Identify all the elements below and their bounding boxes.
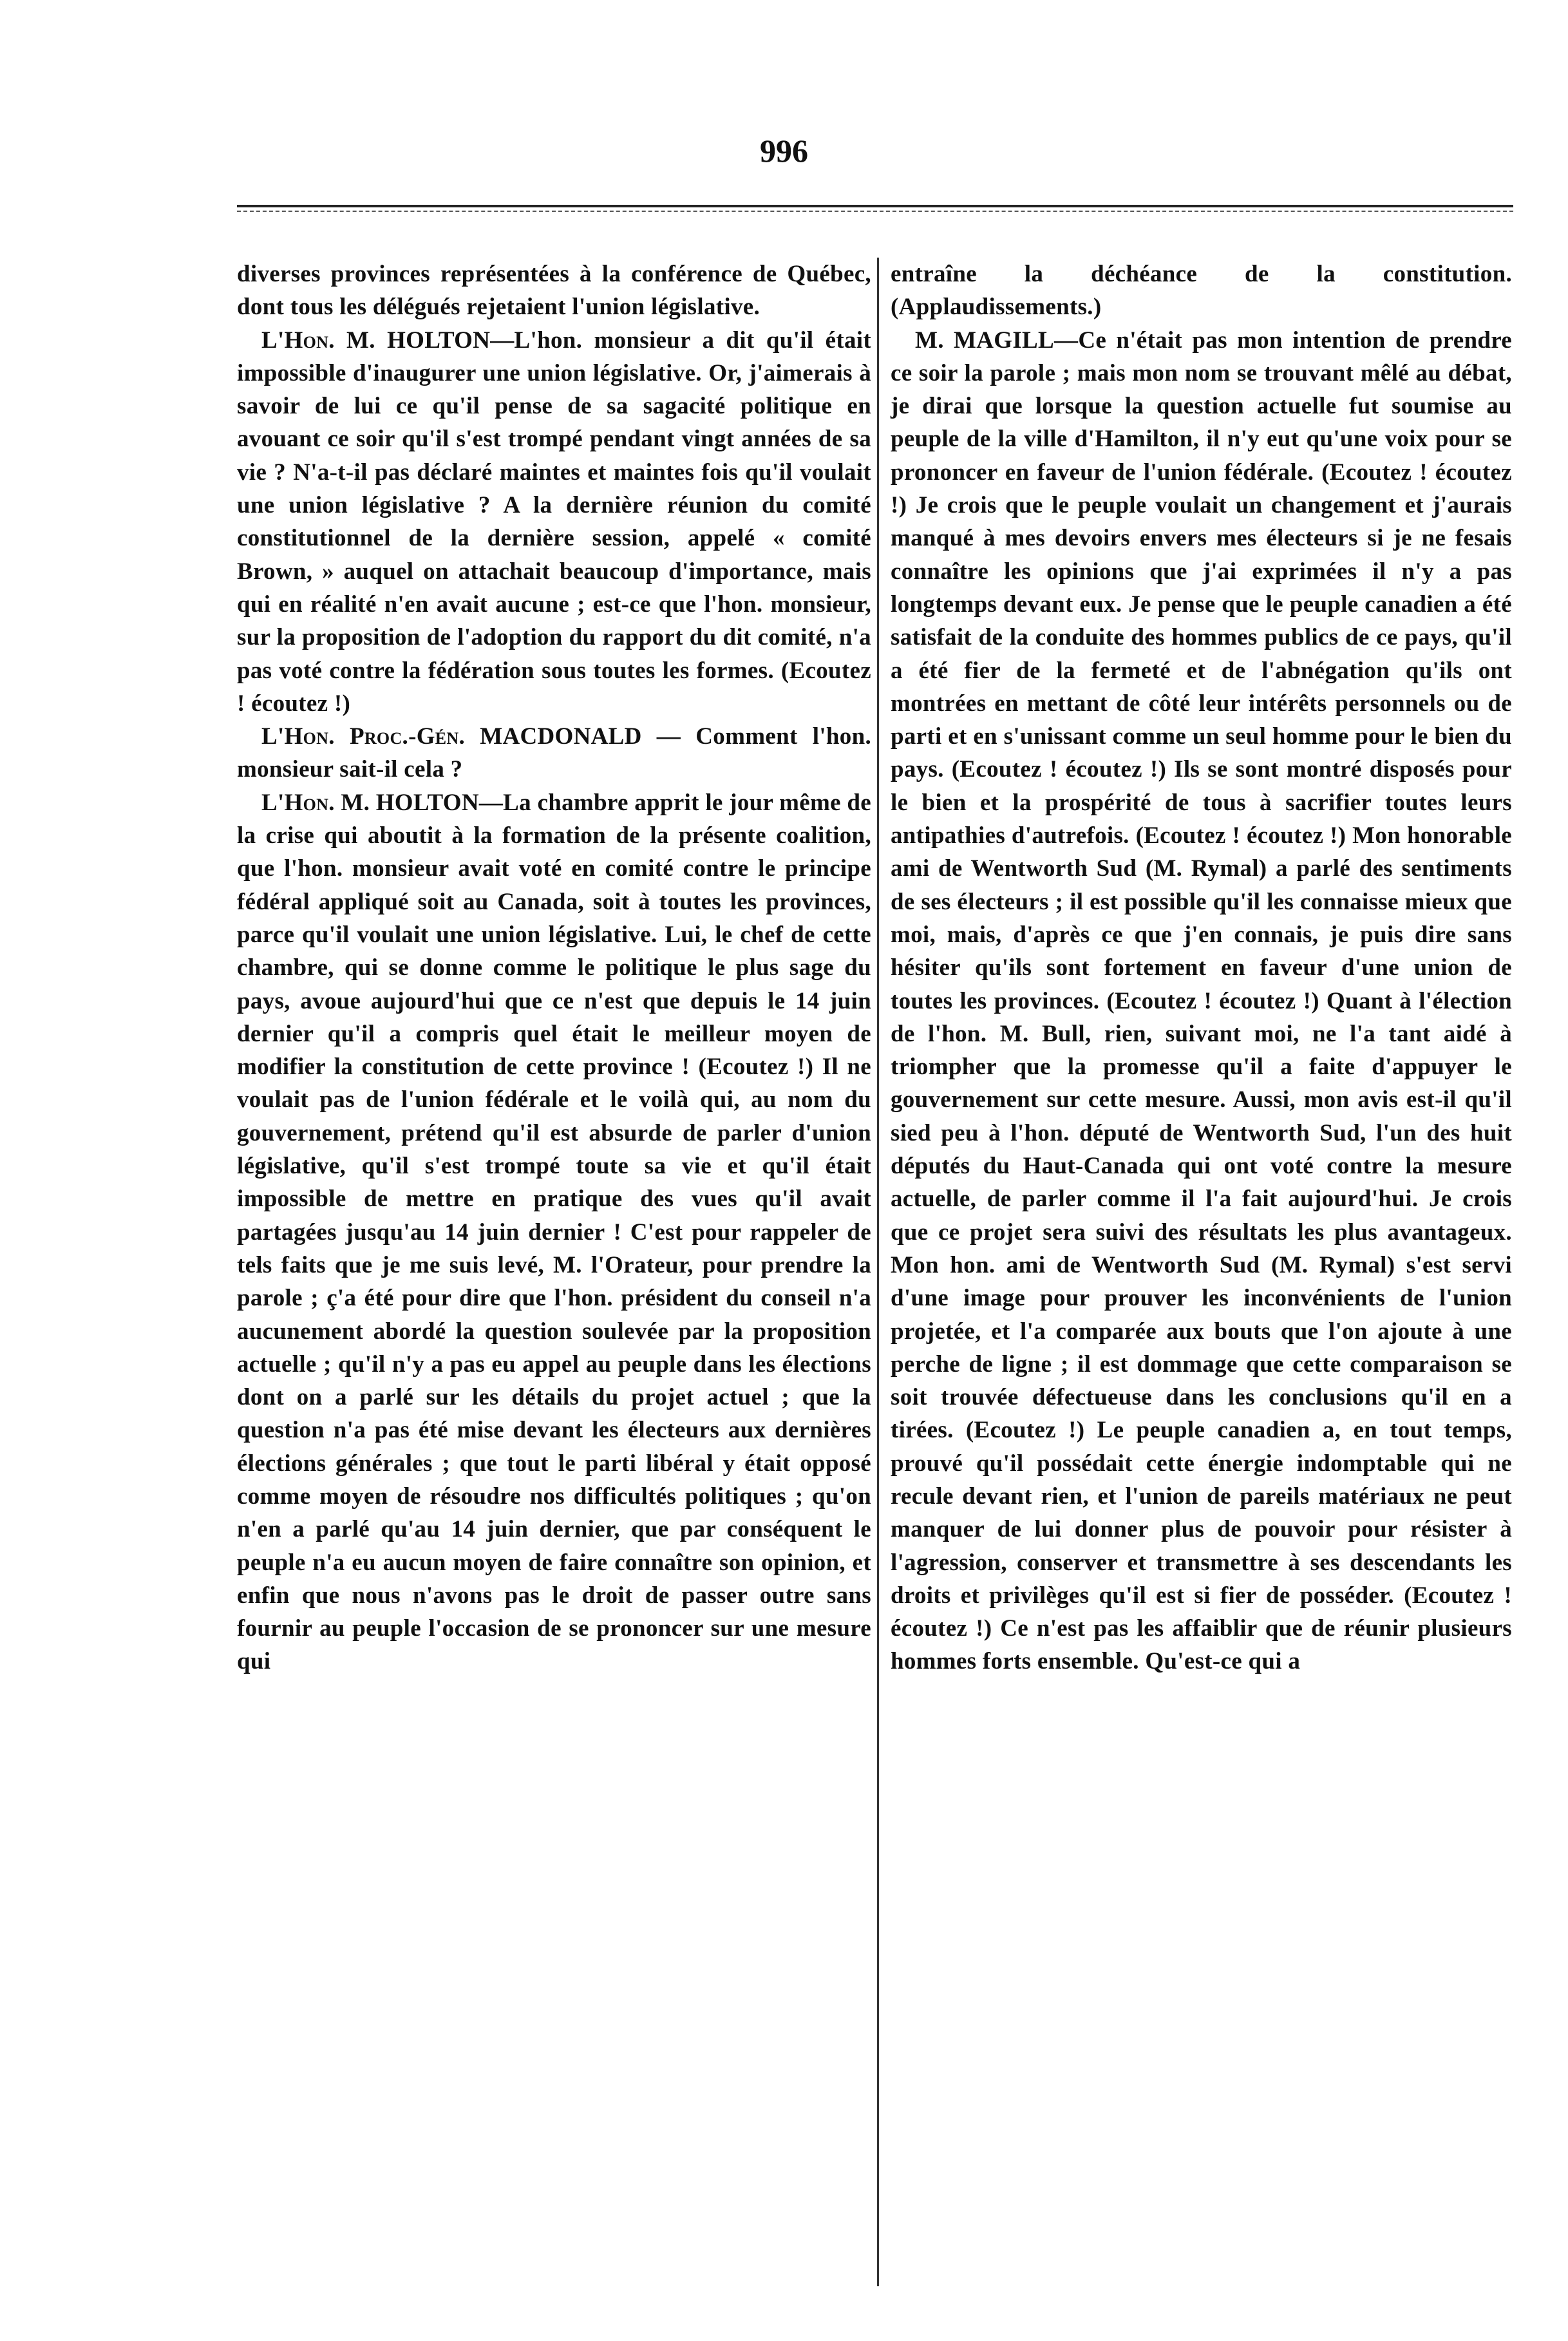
paragraph <box>237 720 871 786</box>
speaker-name: M. MAGILL <box>915 327 1055 354</box>
speech-text: —La chambre apprit le jour même de la crise qui aboutit à la formation de la présente coalition, que l'hon. monsieur avait voté en comité contre le principe fédéral appliqué soit au Canada, soit à toutes les provinces, parce qu'il voulait une union législative. Lui, le chef de cette chambre, qui se donne comme le politique le plus sage du pays, avoue aujourd'hui que ce n'est que depuis le 14 juin dernier qu'il a compris quel était le meilleur moyen de modifier la constitution de cette province ! (Ecoutez !) Il ne voulait pas de l'union fédérale et le voilà qui, au nom du gouvernement, prétend qu'il est absurde de parler d'union législative, qu'il s'est trompé toute sa vie et qu'il était impossible de mettre en pratique des vues qu'il avait partagées jusqu'au 14 juin dernier ! C'est pour rappeler de tels faits que je me suis levé, M. l'Orateur, pour prendre la parole ; ç'a été pour dire que l'hon. président du conseil n'a aucunement abordé la question soulevée par la proposition actuelle ; qu'il n'y a pas eu appel au peuple dans les élections dont on a parlé sur les détails du projet actuel ; que la question n'a pas été mise devant les électeurs aux dernières élections générales ; que tout le parti libéral y était opposé comme moyen de résoudre nos difficultés politiques ; qu'on n'en a parlé qu'au 14 juin dernier, que par conséquent le peuple n'a eu aucun moyen de faire connaître son opinion, et enfin que nous n'avons pas le droit de passer outre sans fournir au peuple l'occasion de se prononcer sur une mesure qui <box>237 789 872 1675</box>
speech-text: —L'hon. monsieur a dit qu'il était impossible d'inaugurer une union législative. Or, j'aimerais à savoir de lui ce qu'il pense de sa sagacité politique en avouant ce soir qu'il s'est trompé pendant vingt années de sa vie ? N'a-t-il pas déclaré maintes et maintes fois qu'il voulait une union législative ? A la dernière réunion du comité constitutionnel de la dernière session, appelé « comité Brown, » auquel on attachait beaucoup d'importance, mais qui en réalité n'en avait aucune ; est-ce que l'hon. monsieur, sur la proposition de l'adoption du rapport du dit comité, n'a pas voté contre la fédération sous toutes les formes. (Ecoutez ! écoutez !) <box>237 327 871 717</box>
paragraph <box>237 324 871 721</box>
paragraph: diverses provinces représentées à la conférence de Québec, dont tous les délégués rejetaient l'union législative. <box>237 261 871 321</box>
left-column <box>237 258 871 1678</box>
speech-text: —Ce n'était pas mon intention de prendre ce soir la parole ; mais mon nom se trouvant mêlé au débat, je dirai que lorsque la question actuelle fut soumise au peuple de la ville d'Hamilton, il n'y eut qu'une voix pour se prononcer en faveur de l'union fédérale. (Ecoutez ! écoutez !) Je crois que le peuple voulait un changement et j'aurais manqué à mes devoirs envers mes électeurs si je ne fesais connaître les opinions que j'ai exprimées il n'y a pas longtemps devant eux. Je pense que le peuple canadien a été satisfait de la conduite des hommes publics de ce pays, qu'il a été fier de la fermeté et de l'abnégation qu'ils ont montrées en mettant de côté leur intérêts personnels ou de parti et en s'unissant comme un seul homme pour le bien du pays. (Ecoutez ! écoutez !) Ils se sont montré disposés pour le bien et la prospérité de tous à sacrifier toutes leurs antipathies d'autrefois. (Ecoutez ! écoutez !) Mon honorable ami de Wentworth Sud (M. Rymal) a parlé des sentiments de ses électeurs ; il est possible qu'il les connaisse mieux que moi, mais, d'après ce que j'en connais, je puis dire sans hésiter qu'ils sont fortement en faveur d'une union de toutes les provinces. (Ecoutez ! écoutez !) Quant à l'élection de l'hon. M. Bull, rien, suivant moi, ne l'a tant aidé à triompher que la promesse qu'il a faite d'appuyer le gouvernement sur cette mesure. Aussi, mon avis est-il qu'il sied peu à l'hon. député de Wentworth Sud, l'un des huit députés du Haut-Canada qui ont voté contre la mesure actuelle, de parler comme il l'a fait aujourd'hui. Je crois que ce projet sera suivi des résultats les plus avantageux. Mon hon. ami de Wentworth Sud (M. Rymal) s'est servi d'une image pour prouver les inconvénients de l'union projetée, et l'a comparée aux bouts que l'on ajoute à une perche de ligne ; il est dommage que cette comparaison se soit trouvée défectueuse dans les conclusions qu'il en a tirées. (Ecoutez !) Le peuple canadien a, en tout temps, prouvé qu'il possédait cette énergie indomptable qui ne recule devant rien, et l'union de pareils matériaux ne peut manquer de lui donner plus de pouvoir pour résister à l'agression, conserver et transmettre à ses descendants les droits et privilèges qu'il est si fier de posséder. (Ecoutez ! écoutez !) Ce n'est pas les affaiblir que de réunir plusieurs hommes forts ensemble. Qu'est-ce qui a <box>891 327 1512 1675</box>
speaker-name: L'Hon. M. HOLTON <box>261 789 479 816</box>
speaker-name: L'Hon. Proc.-Gén. MACDONALD <box>261 723 642 750</box>
column-divider <box>877 258 879 2286</box>
paragraph <box>237 786 871 1678</box>
paragraph <box>891 324 1512 1678</box>
speaker-name: L'Hon. M. HOLTON <box>261 327 491 354</box>
paragraph: entraîne la déchéance de la constitution. (Applaudissements.) <box>891 261 1512 321</box>
speech-text: — Comment l'hon. monsieur sait-il cela ? <box>237 723 872 783</box>
right-column <box>891 258 1512 1678</box>
page-number: 996 <box>760 133 808 169</box>
header-rule <box>237 205 1513 212</box>
